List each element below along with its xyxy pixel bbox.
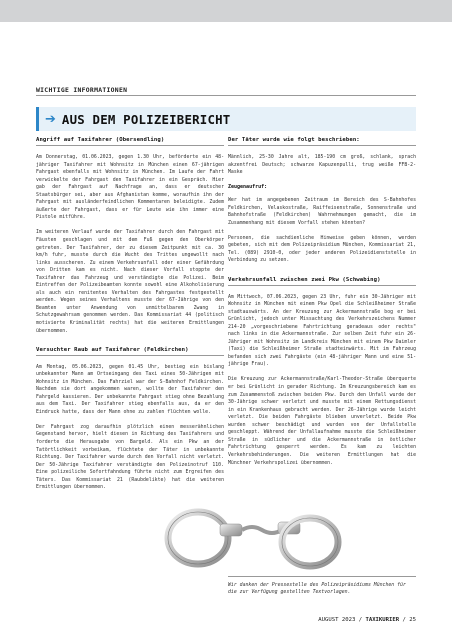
title-banner — [36, 107, 416, 131]
paragraph: Im weiteren Verlauf wurde der Taxifahrer durch den Fahrgast mit Fäusten geschlagen und mit dem Fuß gegen den Oberkörper getreten. Der Taxifahrer, der zu diesem Zeitpunkt mit ca. 30 km/h fuhr, musste durch die Wucht des Trittes ungewollt nach links ausscheren. Zu einem Verkehrsunfall oder einer Gefährdung von Dritten kam es nicht. Nach dieser Vorfall stoppte der Taxifahrer das Fahrzeug und verständigte die Polizei. Beim Eintreffen der Polizeibeamten konnte sowohl eine Alkoholisierung als auch ein renitentes Verhalten des Fahrgastes festgestellt werden. Wegen seines Verhaltens musste der 67-Jährige von den Beamten unter Anwendung von unmittelbarem Zwang in Schutzgewahrsam genommen werden. Das Kommissariat 44 (politisch motivierte Kriminalität rechts) hat die weiteren Ermittlungen übernommen. — [36, 229, 224, 334]
paragraph: Männlich, 25-30 Jahre alt, 185-190 cm groß, schlank, sprach akzentfrei Deutsch; schwarze Kapuzenpulli, trug weiße FFB-2-Maske — [228, 154, 416, 176]
paragraph: Am Mittwoch, 07.06.2023, gegen 23 Uhr, fuhr ein 30-Jähriger mit Wohnsitz in München mit einem Pkw Opel die Schleißheimer Straße stadtauswärts. An der Kreuzung zur Ackermannstraße bog er bei Grünlicht, jedoch unter Missachtung des Verkehrszeichens Nummer 214-20 „vorgeschriebene Fahrtrichtung geradeaus oder rechts" nach links in die Ackermannstraße. Zur selben Zeit fuhr ein 26-Jähriger mit Wohnsitz im Landkreis München mit einem Pkw Daimler (Taxi) die Schleißheimer Straße stadteinwärts. Mit im Fahrzeug befanden sich zwei Fahrgäste (ein 48-jähriger Mann und eine 51-jährige Frau). — [228, 293, 416, 368]
paragraph: Personen, die sachdienliche Hinweise geben können, werden gebeten, sich mit dem Polizeipräsidium München, Kommissariat 21, Tel. (089) 2910-0, oder jeder anderen Polizeidienststelle in Verbindung zu setzen. — [228, 234, 416, 264]
witness-call-heading: Zeugenaufruf: — [228, 184, 268, 191]
paragraph: Die Kreuzung zur Ackermannstraße/Karl-Theodor-Straße überquerte er bei Grünlicht in gerader Richtung. Im Kreuzungsbereich kam es zum Zusammenstoß zwischen beiden Pkw. Durch den Unfall wurde der 30-Jährige schwer verletzt und musste mit einem Rettungsdienst in ein Krankenhaus gebracht werden. Der 26-Jährige wurde leicht verletzt. Die beiden Fahrgäste blieben unverletzt. Beide Pkw wurden schwer beschädigt und wurden von der Unfallstelle geschleppt. Während der Unfallaufnahme musste die Schleißheimer Straße in südlicher und die Ackermannstraße in östlicher Fahrtrichtung gesperrt werden. Es kam zu leichten Verkehrsbehinderungen. Die weiteren Ermittlungen hat die Münchner Verkehrspolizei übernommen. — [228, 376, 416, 466]
article-heading-schwabing: Verkehrsunfall zwischen zwei Pkw (Schwabing) — [228, 277, 416, 286]
paragraph: Der Fahrgast zog daraufhin plötzlich einen messerähnlichen Gegenstand hervor, hielt diesen in Richtung des Taxifahrers und forderte die Herausgabe von Bargeld. Als ein Pkw an der Tatörtlichkeit vorbeikam, flüchtete der Täter in unbekannte Richtung. Der Taxifahrer wurde durch den Vorfall nicht verletzt. Der 50-Jährige Taxifahrer verständigte den Polizeinotruf 110. Eine polizeiliche Sofortfahndung führte nicht zum Ergreifen des Täters. Das Kommissariat 21 (Raubdelikte) hat die weiteren Ermittlungen übernommen. — [36, 423, 224, 491]
section-rule — [36, 95, 416, 96]
paragraph: Wer hat im angegebenen Zeitraum im Bereich des S-Bahnhofes Feldkirchen, Velaskostraße, Raiffeisenstraße, Sonnenstraße und Bahnhofstraße (Feldkirchen) Wahrnehmungen gemacht, die im Zusammenhang mit diesem Vorfall stehen könnten? — [228, 197, 416, 226]
suspect-description-heading: Der Täter wurde wie folgt beschrieben: — [228, 137, 416, 146]
page-title: AUS DEM POLIZEIBERICHT — [61, 111, 231, 127]
arrow-right-icon: ➔ — [45, 111, 56, 127]
right-column — [228, 137, 416, 475]
article-heading-feldkirchen: Versuchter Raub auf Taxifahrer (Feldkirchen) — [36, 347, 224, 356]
footer-magazine: TAXIKURIER — [365, 617, 400, 623]
footer-page-number: / 25 — [402, 617, 416, 623]
acknowledgement-note: Wir danken der Pressestelle des Polizeipräsidiums München für die zur Verfügung gestellten Textvorlagen. — [228, 576, 416, 597]
top-bar — [0, 0, 452, 22]
left-column — [36, 137, 224, 499]
footer-issue: AUGUST 2023 / — [318, 617, 363, 623]
paragraph: Am Montag, 05.06.2023, gegen 01.45 Uhr, bestieg ein bislang unbekannter Mann am Ortseingang des Taxi eines 50-Jährigen mit Wohnsitz in München. Das Fahrziel war der S-Bahnhof Feldkirchen. Nachdem sie dort angekommen waren, wollte der Taxifahrer den Fahrgeld kassieren. Der unbekannte Fahrgast stieg ohne Bezahlung aus dem Taxi. Der Taxifahrer stieg ebenfalls aus, da er den Eindruck hatte, dass der Mann ohne zu zahlen flüchten wolle. — [36, 363, 224, 415]
handcuffs-icon — [150, 486, 350, 576]
section-label: WICHTIGE INFORMATIONEN — [36, 86, 128, 94]
page-footer — [318, 617, 416, 623]
paragraph: Am Donnerstag, 01.06.2023, gegen 1.30 Uhr, beförderte ein 48-jähriger Taxifahrer mit Wohnsitz in München einen 67-jährigen Fahrgast ebenfalls mit Wohnsitz in München. Im Laufe der Fahrt verwickelte der Fahrgast den Taxifahrer in ein Gespräch. Hier gab der Fahrgast auf Nachfrage an, dass er deutscher Staatsbürger sei, aber aus Afghanistan komme, woraufhin ihn der Fahrgast mit ausländerfeindlichen Kommentaren beleidigte. Zudem äußerte der Fahrgast, dass er für Leute wie ihn immer eine Pistole mitführe. — [36, 154, 224, 221]
article-heading-obersendling: Angriff auf Taxifahrer (Obersendling) — [36, 137, 224, 146]
